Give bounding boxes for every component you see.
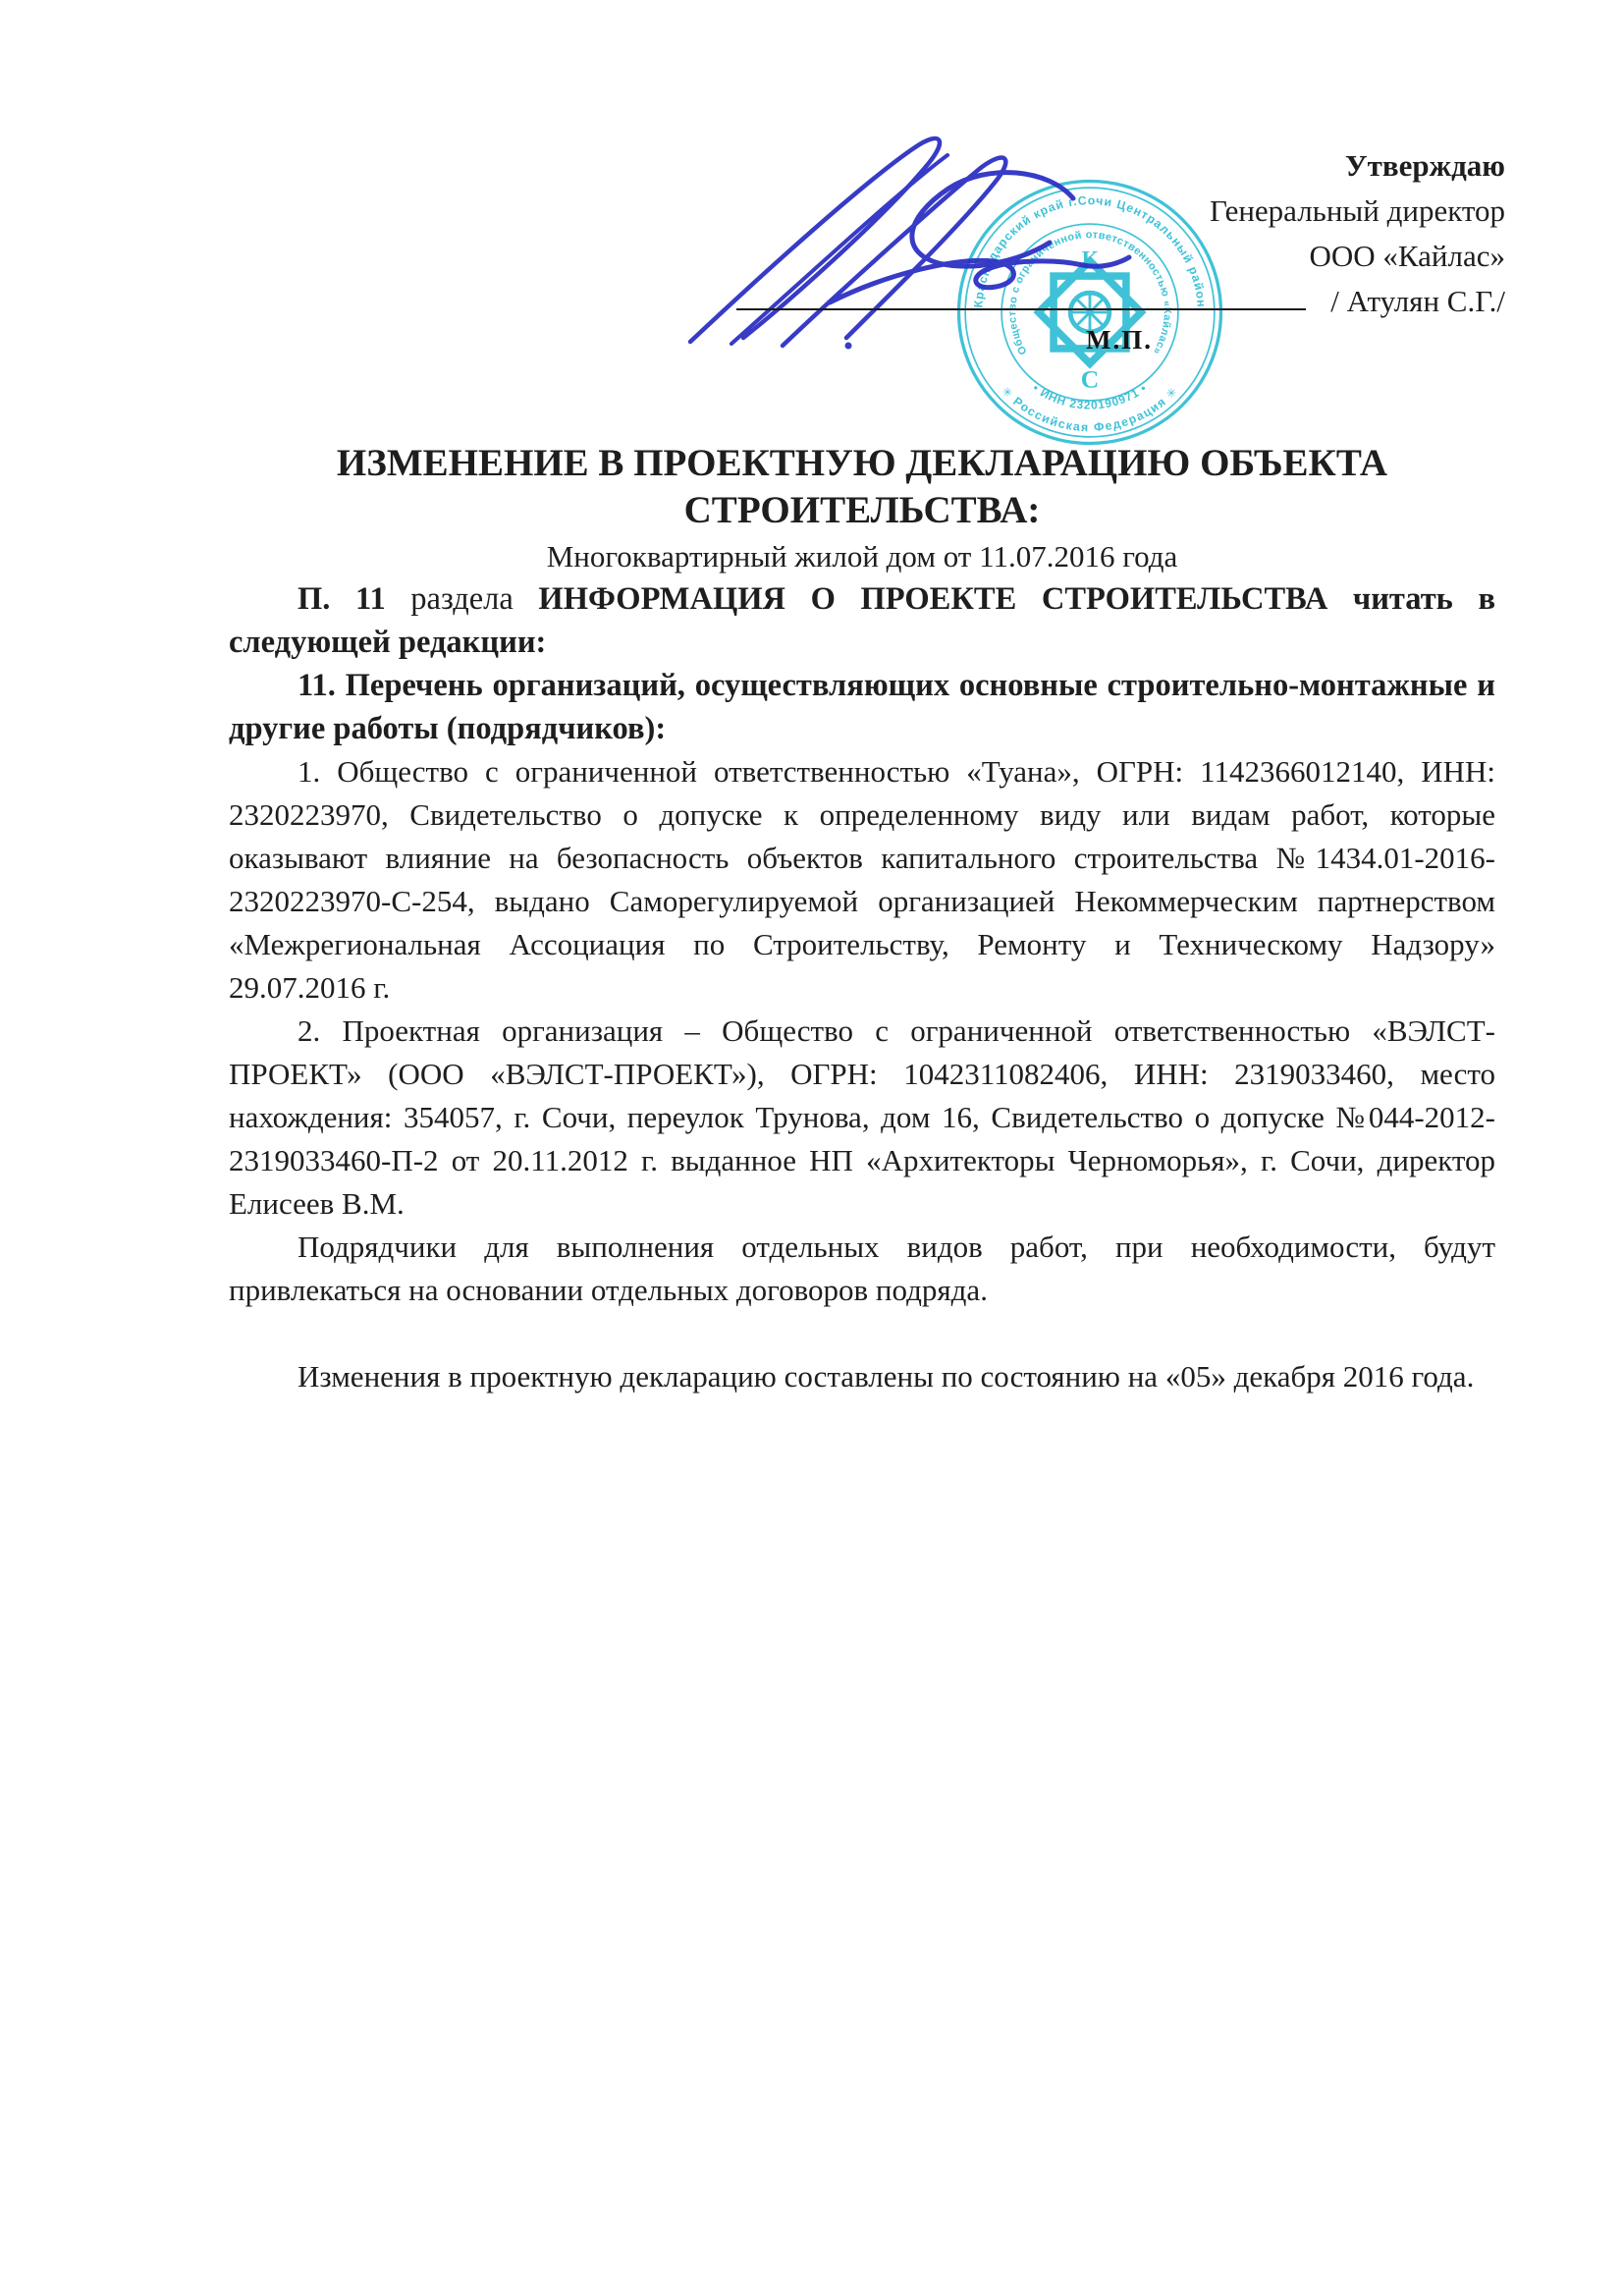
document-body: [229, 577, 1495, 1398]
approver-company: ООО «Кайлас»: [1309, 239, 1505, 273]
paragraph-contractor-2: 2. Проектная организация – Общество с ограниченной ответственностью «ВЭЛСТ-ПРОЕКТ» (ООО «ВЭЛСТ-ПРОЕКТ»), ОГРН: 1042311082406, ИНН: 2319033460, место нахождения: 354057, г. Сочи, переулок Трунова, дом 16, Свидетельство о допуске №044-2012-2319033460-П-2 от 20.11.2012 г. выданное НП «Архитекторы Черноморья», г. Сочи, директор Елисеев В.М.: [229, 1013, 1495, 1221]
approver-position: Генеральный директор: [1210, 193, 1505, 228]
intro-section-title: ИНФОРМАЦИЯ О ПРОЕКТЕ СТРОИТЕЛЬСТВА читать в: [538, 581, 1495, 617]
item-11-heading: 11. Перечень организаций, осуществляющих основные строительно-монтажные и другие работы (подрядчиков):: [229, 668, 1495, 746]
paragraph-contractor-1: 1. Общество с ограниченной ответственностью «Туана», ОГРН: 1142366012140, ИНН: 2320223970, Свидетельство о допуске к определенному виду или видам работ, которые оказывают влияние на безопасность объектов капитального строительства №1434.01-2016-2320223970-С-254, выдано Саморегулируемой организацией Некоммерческим партнерством «Межрегиональная Ассоциация по Строительству, Ремонту и Техническому Надзору» 29.07.2016 г.: [229, 754, 1495, 1005]
stamp-outer-ring-top-text: Краснодарский край г.Сочи Центральный район: [971, 193, 1209, 308]
stamp-monogram-top: К: [1081, 246, 1099, 272]
stamp-inner-ring-text: Общество с ограниченной ответственностью «Кайлас»: [1006, 229, 1173, 357]
approval-block: [1210, 143, 1505, 324]
stamp-inn-text: • ИНН 2320190971 •: [1030, 380, 1150, 412]
handwritten-signature: [628, 108, 1139, 363]
approver-name: / Атулян С.Г./: [1330, 284, 1505, 318]
document-title-block: [229, 440, 1495, 579]
document-title: ИЗМЕНЕНИЕ В ПРОЕКТНУЮ ДЕКЛАРАЦИЮ ОБЪЕКТА СТРОИТЕЛЬСТВА:: [336, 442, 1388, 531]
intro-line-2: следующей редакции:: [229, 625, 547, 660]
intro-section-word: раздела: [385, 581, 539, 617]
intro-clause-number: П. 11: [298, 581, 386, 617]
signature-strokes: [690, 138, 1129, 350]
approval-label: Утверждаю: [1344, 148, 1505, 183]
intro-line-1: [229, 577, 1495, 621]
document-subtitle: Многоквартирный жилой дом от 11.07.2016 года: [546, 539, 1178, 574]
seal-place-mark: М.П.: [1086, 325, 1153, 355]
intro-paragraph: [229, 577, 1495, 664]
closing-paragraph: Изменения в проектную декларацию составлены по состоянию на «05» декабря 2016 года.: [298, 1359, 1475, 1394]
stamp-monogram-bottom: С: [1080, 364, 1100, 394]
stamp-outer-ring-bottom-text: ✳ Российская Федерация ✳: [999, 383, 1181, 435]
paragraph-subcontractors: Подрядчики для выполнения отдельных видов работ, при необходимости, будут привлекаться на основании отдельных договоров подряда.: [229, 1230, 1495, 1307]
